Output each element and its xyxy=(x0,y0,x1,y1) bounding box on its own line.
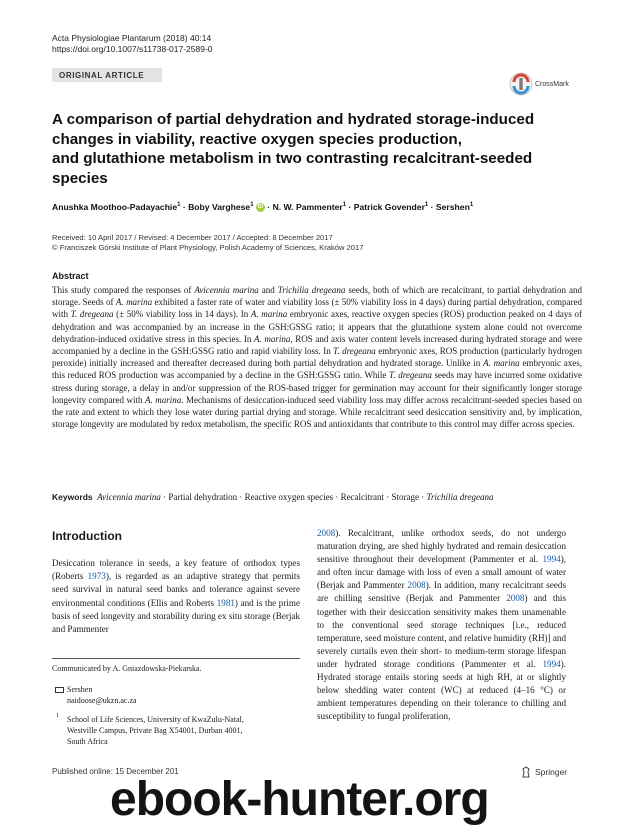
crossmark-badge[interactable] xyxy=(509,72,569,96)
body-text: Desiccation tolerance in seeds, a key feature of orthodox types (Roberts xyxy=(52,558,300,582)
article-type-label: ORIGINAL ARTICLE xyxy=(52,68,162,82)
author-separator: · xyxy=(428,202,436,212)
publisher-name: Springer xyxy=(535,767,568,777)
abstract-segment: seeds, both of which are recalcitrant, to partial dehydration and storage. Seeds of xyxy=(52,285,582,308)
affiliation-number: 1 xyxy=(56,713,59,719)
species-name: A. marina xyxy=(115,297,153,308)
keyword: Avicennia marina xyxy=(97,492,161,502)
species-name: T. dregeana xyxy=(389,370,432,381)
crossmark-label: CrossMark xyxy=(535,80,569,88)
abstract-segment: seeds may have incurred some oxidative stress during storage, a delay in and/or suppression of the ROS-based trigger for germination may account for their significantly longer storage longevity compared with xyxy=(52,370,583,405)
keywords-label: Keywords xyxy=(52,492,93,502)
affiliation-mark: 1 xyxy=(177,202,181,209)
affiliation-mark: 1 xyxy=(250,202,254,209)
abstract-segment: . Mechanisms of desiccation-induced seed viability loss may differ across recalcitrant-seeded species based on the rate and extent to which they lose water during partial drying and storage. While recalcitrant seed desiccation sensitivity and, by implication, storage longevity are modulated by redox metabolism, the specific ROS and antioxidants that contribute to this control may differ across species. xyxy=(52,394,583,430)
communicated-by: Communicated by A. Gniazdowska-Piekarska. xyxy=(52,664,202,673)
journal-citation: Acta Physiologiae Plantarum (2018) 40:14 xyxy=(52,33,212,43)
author-separator: · xyxy=(264,202,273,212)
citation-link[interactable]: 2008 xyxy=(407,580,426,591)
abstract-segment: embryonic axes, ROS production (particularly hydrogen peroxide) initially increased and thereafter decreased during both partial dehydration and hydrated storage. Unlike in xyxy=(52,346,582,369)
body-text: ) and this together with their desiccation sensitivity makes them unamenable to the conventional seed storage techniques [i.e., reduced temperature, seed moisture content, and relative humidity (RH)] and severely curtails even their short- to medium-term storage lifespan under hydrated storage conditions (Pammenter et al. xyxy=(317,593,566,669)
body-text: ). Recalcitrant, unlike orthodox seeds, do not undergo maturation drying, are shed highly hydrated and remain desiccation sensitive throughout their development (Pammenter et al. xyxy=(317,528,566,565)
species-name: A. marina xyxy=(254,333,291,344)
author-name[interactable]: Anushka Moothoo-Padayachie xyxy=(52,202,178,212)
body-text: ), and often incur damage with loss of even a small amount of water (Berjak and Pammenter xyxy=(317,554,566,591)
author-name[interactable]: Boby Varghese xyxy=(188,202,251,212)
title-line: changes in viability, reactive oxygen species production, xyxy=(52,130,462,148)
species-name: T. dregeana xyxy=(70,309,114,320)
introduction-heading: Introduction xyxy=(52,529,122,543)
citation-link[interactable]: 1994 xyxy=(542,658,561,669)
author-name[interactable]: Patrick Govender xyxy=(353,202,425,212)
envelope-icon xyxy=(55,687,64,693)
crossmark-icon xyxy=(509,72,533,96)
species-name: A. marina xyxy=(250,309,288,320)
citation-link[interactable]: 1981 xyxy=(216,597,235,608)
orcid-icon[interactable]: iD xyxy=(257,204,264,211)
abstract-segment: exhibited a faster rate of water and viability loss (± 50% viability loss in 4 days) during partial dehydration, compared with xyxy=(52,297,583,320)
intro-left-column xyxy=(52,557,300,636)
published-online: Published online: 15 December 201 xyxy=(52,767,179,776)
corresponding-author xyxy=(67,684,137,706)
affiliation-line: South Africa xyxy=(67,737,108,746)
affiliation-mark: 1 xyxy=(469,202,474,209)
title-line: and glutathione metabolism in two contrasting recalcitrant-seeded xyxy=(52,150,533,167)
affiliation-mark: 1 xyxy=(342,202,347,209)
author-name[interactable]: N. W. Pammenter xyxy=(272,202,343,212)
body-text: ). In addition, many recalcitrant seeds are chilling sensitive (Berjak and Pammenter xyxy=(317,580,566,604)
keyword-list: · Partial dehydration · Reactive oxygen species · Recalcitrant · Storage · xyxy=(160,492,427,502)
corresponding-name: Sershen xyxy=(67,685,93,694)
watermark: ebook-hunter.org xyxy=(110,773,489,826)
history-dates: Received: 10 April 2017 / Revised: 4 December 2017 / Accepted: 8 December 2017 xyxy=(52,233,333,242)
affiliation-line: School of Life Sciences, University of KwaZulu-Natal, xyxy=(67,715,244,724)
abstract-heading: Abstract xyxy=(52,271,89,281)
affiliation-line: Westville Campus, Private Bag X54001, Durban 4001, xyxy=(67,726,243,735)
keywords-line xyxy=(52,492,582,502)
citation-link[interactable]: 1973 xyxy=(87,571,106,582)
citation-link[interactable]: 2008 xyxy=(317,528,336,538)
keyword: Trichilia dregeana xyxy=(426,492,494,502)
article-title xyxy=(52,110,572,188)
author-list xyxy=(52,202,592,212)
species-name: T. dregeana xyxy=(333,346,376,357)
abstract-segment: , ROS and axis water content levels increased during hydrated storage and were accompanied by a decline in the GSH:GSSG ratio and rapid viability loss. In xyxy=(52,333,582,357)
corresponding-email[interactable]: naidoose@ukzn.ac.za xyxy=(67,696,137,705)
title-line: species xyxy=(52,169,108,187)
abstract-segment: embryonic axes, this reduced ROS production was accompanied by a decline in the GSH:GSSG ratio. While xyxy=(52,358,583,381)
species-name: Avicennia marina xyxy=(194,285,259,295)
doi-link[interactable]: https://doi.org/10.1007/s11738-017-2589-0 xyxy=(52,44,213,54)
abstract-segment: embryonic axes, reactive oxygen species (ROS) production peaked on 4 days of dehydration and was accompanied by an increase in the GSH:GSSG ratio; it appears that the glutathione system alone could not overcome dehydration-induced oxidative stress in this species. In xyxy=(52,309,583,344)
journal-header xyxy=(52,33,213,55)
author-separator: · xyxy=(180,202,189,212)
affiliation-mark: 1 xyxy=(424,202,429,209)
abstract-segment: (± 50% viability loss in 14 days). In xyxy=(113,309,251,320)
body-text: ). Hydrated storage entails storing seeds at high RH, at or slightly below shedding water content (WC) at reduced (4–16 °C) or ambient temperatures depending on their tolerance to chilling and susceptibility to fungal proliferation, xyxy=(317,658,566,722)
article-dates xyxy=(52,233,363,253)
author-name[interactable]: Sershen xyxy=(435,202,470,212)
body-text: ) and is the prime basis of seed longevity and storability during ex situ storage (Berjak and Pammenter xyxy=(52,597,301,635)
species-name: A. marina xyxy=(483,358,520,369)
citation-link[interactable]: 1994 xyxy=(542,554,561,565)
footnote-divider xyxy=(52,658,300,659)
author-separator: · xyxy=(346,202,354,212)
species-name: A. marina xyxy=(144,394,182,405)
title-line: A comparison of partial dehydration and hydrated storage-induced xyxy=(52,111,535,128)
affiliation xyxy=(67,714,297,747)
abstract-text xyxy=(52,284,582,430)
body-text: ), is regarded as an adaptive strategy that permits seed survival in natural seed banks and tolerance against severe environmental conditions (Ellis and Roberts xyxy=(52,571,300,608)
species-name: Trichilia dregeana xyxy=(277,285,346,295)
copyright-line: © Franciszek Górski Institute of Plant Physiology, Polish Academy of Sciences, Kraków 2017 xyxy=(52,243,364,252)
abstract-segment: This study compared the responses of xyxy=(52,285,195,295)
abstract-segment: and xyxy=(258,285,278,295)
intro-right-column xyxy=(317,527,566,723)
citation-link[interactable]: 2008 xyxy=(506,593,525,604)
